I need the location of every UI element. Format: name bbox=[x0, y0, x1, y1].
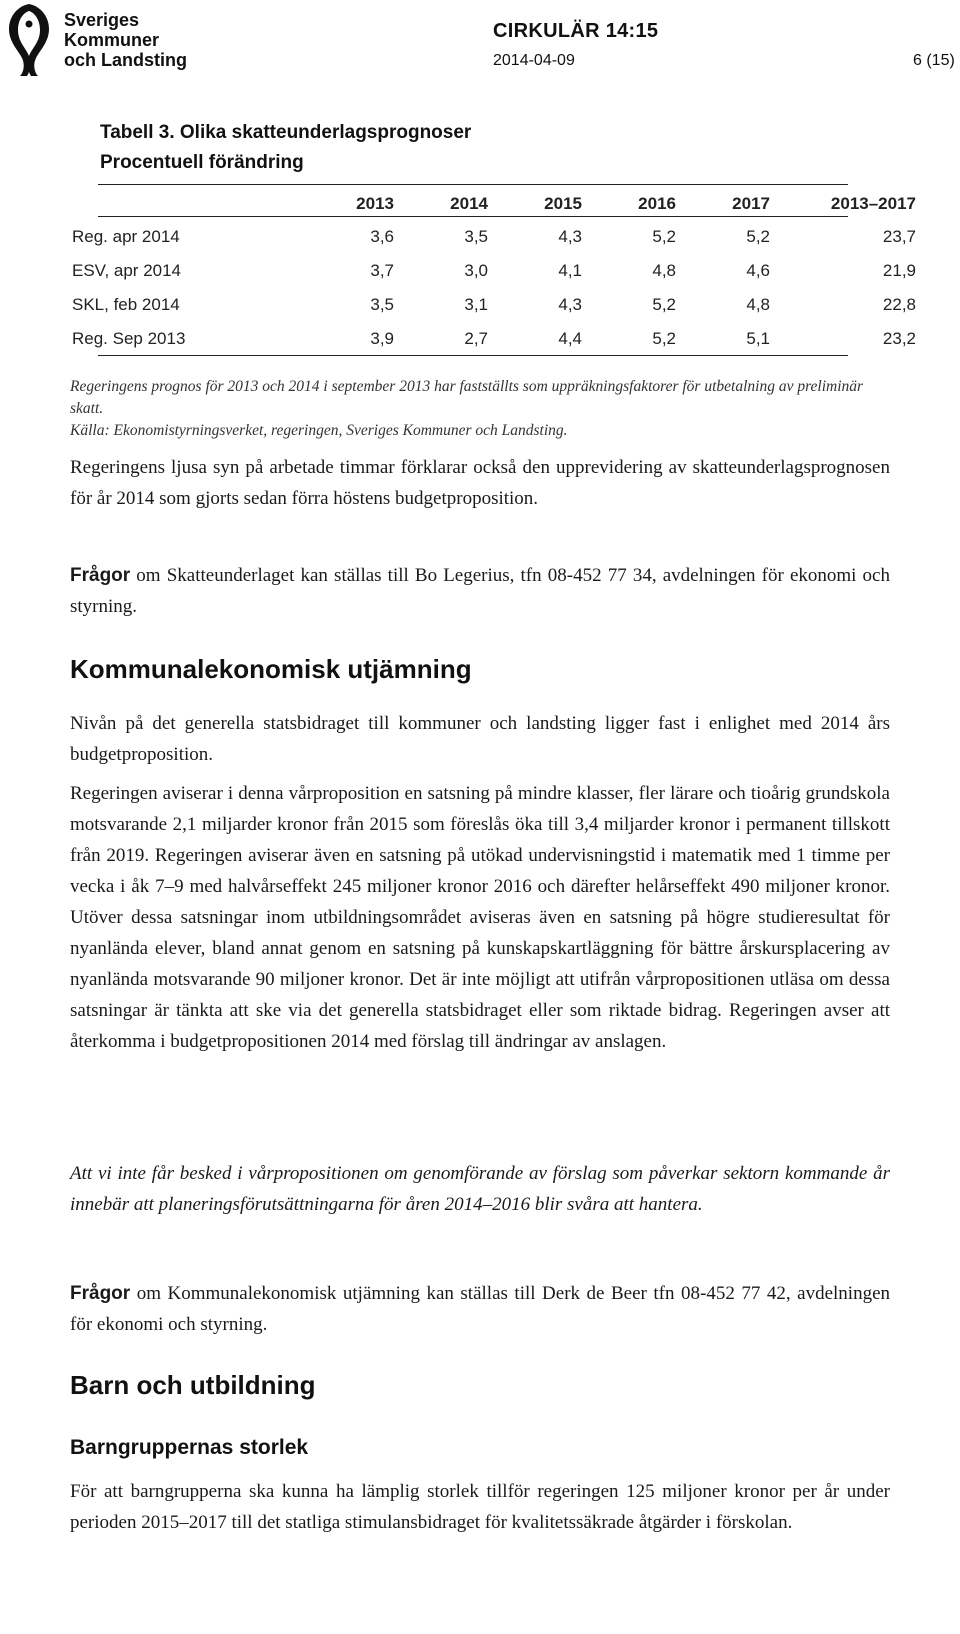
paragraph-statsbidrag: Nivån på det generella statsbidraget till kommuner och landsting ligger fast i enlighet med 2014 års budgetproposition. bbox=[70, 713, 890, 765]
column-header: 2013–2017 bbox=[830, 194, 916, 213]
table-row bbox=[72, 254, 916, 288]
paragraph-contact-utjamning bbox=[70, 1278, 890, 1340]
table-cell: 23,7 bbox=[882, 227, 916, 246]
table-cell: 3,7 bbox=[370, 261, 394, 280]
table-cell: 5,2 bbox=[652, 295, 676, 314]
table-cell: 3,9 bbox=[370, 329, 394, 348]
circular-number: CIRKULÄR 14:15 bbox=[493, 20, 659, 42]
paragraph-planning: Att vi inte får besked i vårpropositionen om genomförande av förslag som påverkar sektorn kommande år innebär att planeringsförutsättningarna för åren 2014–2016 blir svåra att hantera. bbox=[70, 1163, 890, 1215]
heading-barngrupper: Barngruppernas storlek bbox=[70, 1436, 309, 1459]
table-cell: 3,5 bbox=[464, 227, 488, 246]
skl-logo-icon bbox=[0, 2, 58, 78]
table-note: Regeringens prognos för 2013 och 2014 i september 2013 har fastställts som uppräkningsfaktorer för utbetalning av preliminär skatt. bbox=[70, 378, 864, 417]
table-cell: 2,7 bbox=[464, 329, 488, 348]
table-cell: 5,1 bbox=[746, 329, 770, 348]
table-cell: 4,3 bbox=[558, 227, 582, 246]
column-header: 2013 bbox=[356, 194, 394, 213]
paragraph-hours: Regeringens ljusa syn på arbetade timmar förklarar också den upprevidering av skatteunderlagsprognosen för år 2014 som gjorts sedan förra höstens budgetproposition. bbox=[70, 457, 890, 509]
table-cell: 5,2 bbox=[746, 227, 770, 246]
contact-lead: Frågor bbox=[70, 1283, 131, 1304]
contact-text: om Kommunalekonomisk utjämning kan ställas till Derk de Beer tfn 08-452 77 42, avdelningen för ekonomi och styrning. bbox=[70, 1283, 890, 1335]
table-cell: 5,2 bbox=[652, 329, 676, 348]
contact-lead: Frågor bbox=[70, 565, 131, 586]
table-cell: 23,2 bbox=[882, 329, 916, 348]
table-source: Källa: Ekonomistyrningsverket, regeringen, Sveriges Kommuner och Landsting. bbox=[70, 422, 568, 439]
table-cell: 4,1 bbox=[558, 261, 582, 280]
column-header bbox=[72, 188, 272, 220]
paragraph-contact-tax bbox=[70, 560, 890, 622]
table-cell: 4,6 bbox=[746, 261, 770, 280]
column-header: 2016 bbox=[638, 194, 676, 213]
row-label: Reg. apr 2014 bbox=[72, 227, 180, 246]
table-cell: 3,0 bbox=[464, 261, 488, 280]
table-cell: 3,6 bbox=[370, 227, 394, 246]
row-label: Reg. Sep 2013 bbox=[72, 329, 186, 348]
document-date: 2014-04-09 bbox=[493, 52, 575, 69]
row-label: SKL, feb 2014 bbox=[72, 295, 180, 314]
table-footnote bbox=[70, 376, 870, 442]
paragraph-varproposition: Regeringen aviserar i denna vårproposition en satsning på mindre klasser, fler lärare och tioårig grundskola motsvarande 2,1 miljarder kronor från 2015 som föreslås öka till 3,4 miljarder kronor i permanent tillskott från 2019. Regeringen aviserar även en satsning på utökad undervisningstid i matematik med 1 timme per vecka i åk 7–9 med halvårseffekt 245 miljoner kronor 2016 och därefter helårseffekt 490 miljoner kronor. Utöver dessa satsningar inom utbildningsområdet aviseras även en satsning på högre studieresultat för nyanlända elever, bland annat genom en satsning på kunskapskartläggning för bättre årskursplacering av nyanlända motsvarande 90 miljoner kronor. Det är inte möjligt att utifrån vårpropositionen utläsa om dessa satsningar är tänkta att ske via det generella statsbidraget eller som riktade bidrag. Regeringen avser att återkomma i budgetpropositionen 2014 med förslag till ändringar av anslagen. bbox=[70, 783, 890, 1052]
contact-text: om Skatteunderlaget kan ställas till Bo Legerius, tfn 08-452 77 34, avdelningen för ekonomi och styrning. bbox=[70, 565, 890, 617]
table-row bbox=[72, 220, 916, 254]
table-header-row bbox=[72, 188, 916, 220]
paragraph-barngrupper: För att barngrupperna ska kunna ha lämplig storlek tillför regeringen 125 miljoner kronor per år under perioden 2015–2017 till det statliga stimulansbidraget för kvalitetssäkrade åtgärder i förskolan. bbox=[70, 1481, 890, 1533]
column-header: 2015 bbox=[544, 194, 582, 213]
table-cell: 3,1 bbox=[464, 295, 488, 314]
table-cell: 3,5 bbox=[370, 295, 394, 314]
table-cell: 4,4 bbox=[558, 329, 582, 348]
heading-barn-utbildning: Barn och utbildning bbox=[70, 1370, 316, 1400]
table-cell: 4,3 bbox=[558, 295, 582, 314]
heading-kommunalekonomisk: Kommunalekonomisk utjämning bbox=[70, 654, 472, 684]
logo-wordmark: Sveriges Kommuner och Landsting bbox=[64, 10, 187, 70]
table-cell: 4,8 bbox=[746, 295, 770, 314]
table-cell: 22,8 bbox=[882, 295, 916, 314]
column-header: 2017 bbox=[732, 194, 770, 213]
table-cell: 21,9 bbox=[882, 261, 916, 280]
row-label: ESV, apr 2014 bbox=[72, 261, 182, 280]
table-row bbox=[72, 288, 916, 322]
page-number: 6 (15) bbox=[913, 52, 955, 69]
tax-forecast-table bbox=[72, 188, 916, 356]
table-row bbox=[72, 322, 916, 356]
table-top-rule bbox=[98, 184, 848, 185]
skl-logo bbox=[0, 0, 190, 80]
table-cell: 5,2 bbox=[652, 227, 676, 246]
table-cell: 4,8 bbox=[652, 261, 676, 280]
column-header: 2014 bbox=[450, 194, 488, 213]
table-title: Tabell 3. Olika skatteunderlagsprognoser Procentuell förändring bbox=[100, 122, 472, 173]
